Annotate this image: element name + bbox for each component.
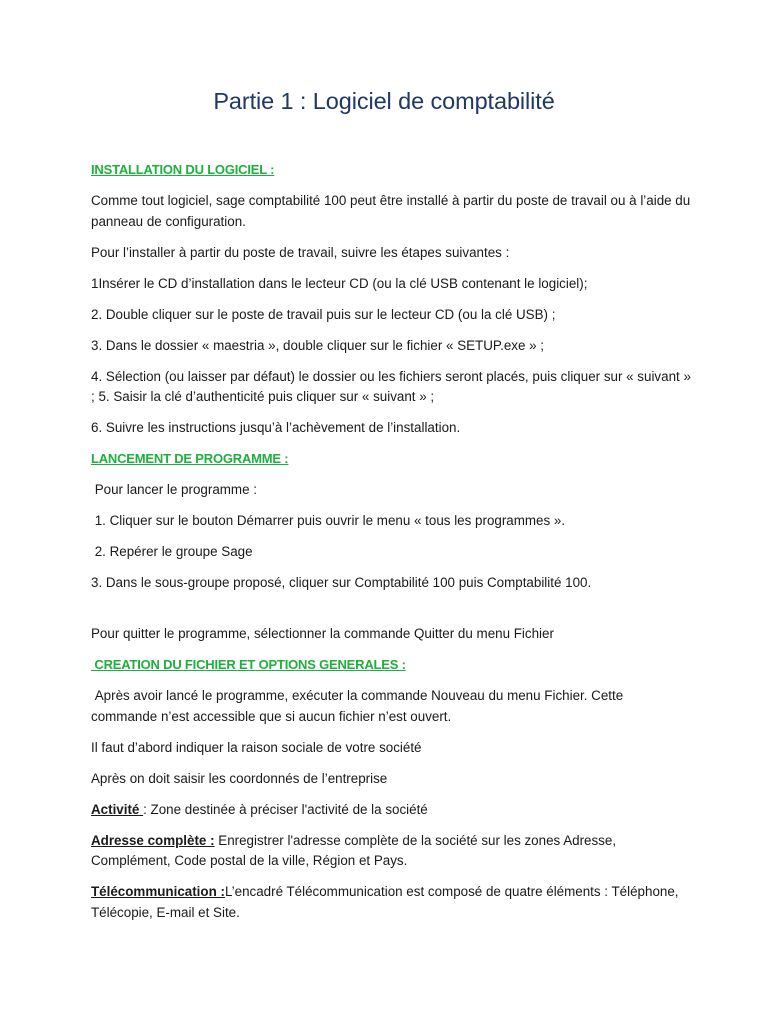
step-item: 1. Cliquer sur le bouton Démarrer puis ouvrir le menu « tous les programmes ». bbox=[91, 513, 566, 528]
field-label: Activité bbox=[91, 801, 144, 817]
field-text: : Zone destinée à préciser l'activité de la société bbox=[143, 801, 428, 817]
step-item: 3. Dans le sous-groupe proposé, cliquer sur Comptabilité 100 puis Comptabilité 100. bbox=[91, 575, 592, 590]
step-item: 6. Suivre les instructions jusqu’à l’achèvement de l’installation. bbox=[91, 420, 461, 435]
step-item: 2. Repérer le groupe Sage bbox=[91, 544, 253, 559]
field-description-adresse bbox=[91, 831, 691, 872]
step-item: 2. Double cliquer sur le poste de travail puis sur le lecteur CD (ou la clé USB) ; bbox=[91, 306, 556, 322]
field-description-telecom bbox=[91, 882, 691, 923]
step-item: 4. Sélection (ou laisser par défaut) le dossier ou les fichiers seront placés, puis cliquer sur « suivant » ; 5. Saisir la clé d’authenticité puis cliquer sur « suivant » ; bbox=[91, 368, 691, 404]
step-item: 1Insérer le CD d’installation dans le lecteur CD (ou la clé USB contenant le logiciel); bbox=[91, 275, 588, 291]
field-text: Enregistrer l'adresse complète de la société sur les zones Adresse, Complément, Code postal de la ville, Région et Pays. bbox=[91, 832, 617, 868]
paragraph: Après on doit saisir les coordonnés de l’entreprise bbox=[91, 770, 388, 786]
spacer bbox=[91, 604, 691, 624]
field-description-activite bbox=[91, 800, 691, 821]
field-label: Adresse complète : bbox=[91, 832, 215, 848]
paragraph: Pour l’installer à partir du poste de travail, suivre les étapes suivantes : bbox=[91, 244, 510, 260]
paragraph: Pour lancer le programme : bbox=[91, 482, 257, 497]
paragraph: Après avoir lancé le programme, exécuter la commande Nouveau du menu Fichier. Cette commande n’est accessible que si aucun fichier n’est ouvert. bbox=[91, 688, 627, 724]
document-body bbox=[91, 160, 691, 934]
paragraph: Il faut d’abord indiquer la raison sociale de votre société bbox=[91, 739, 422, 755]
section-heading-installation: INSTALLATION DU LOGICIEL : bbox=[91, 162, 275, 177]
section-heading-lancement: LANCEMENT DE PROGRAMME : bbox=[91, 451, 289, 466]
field-text: L’encadré Télécommunication est composé de quatre éléments : Téléphone, Télécopie, E-mail et Site. bbox=[91, 884, 679, 920]
paragraph: Comme tout logiciel, sage comptabilité 100 peut être installé à partir du poste de travail ou à l’aide du panneau de configuration. bbox=[91, 193, 691, 229]
section-heading-creation: CREATION DU FICHIER ET OPTIONS GENERALES : bbox=[91, 657, 406, 672]
page-title: Partie 1 : Logiciel de comptabilité bbox=[213, 88, 555, 114]
paragraph: Pour quitter le programme, sélectionner la commande Quitter du menu Fichier bbox=[91, 626, 554, 641]
field-label: Télécommunication : bbox=[91, 884, 225, 899]
step-item: 3. Dans le dossier « maestria », double cliquer sur le fichier « SETUP.exe » ; bbox=[91, 337, 545, 353]
